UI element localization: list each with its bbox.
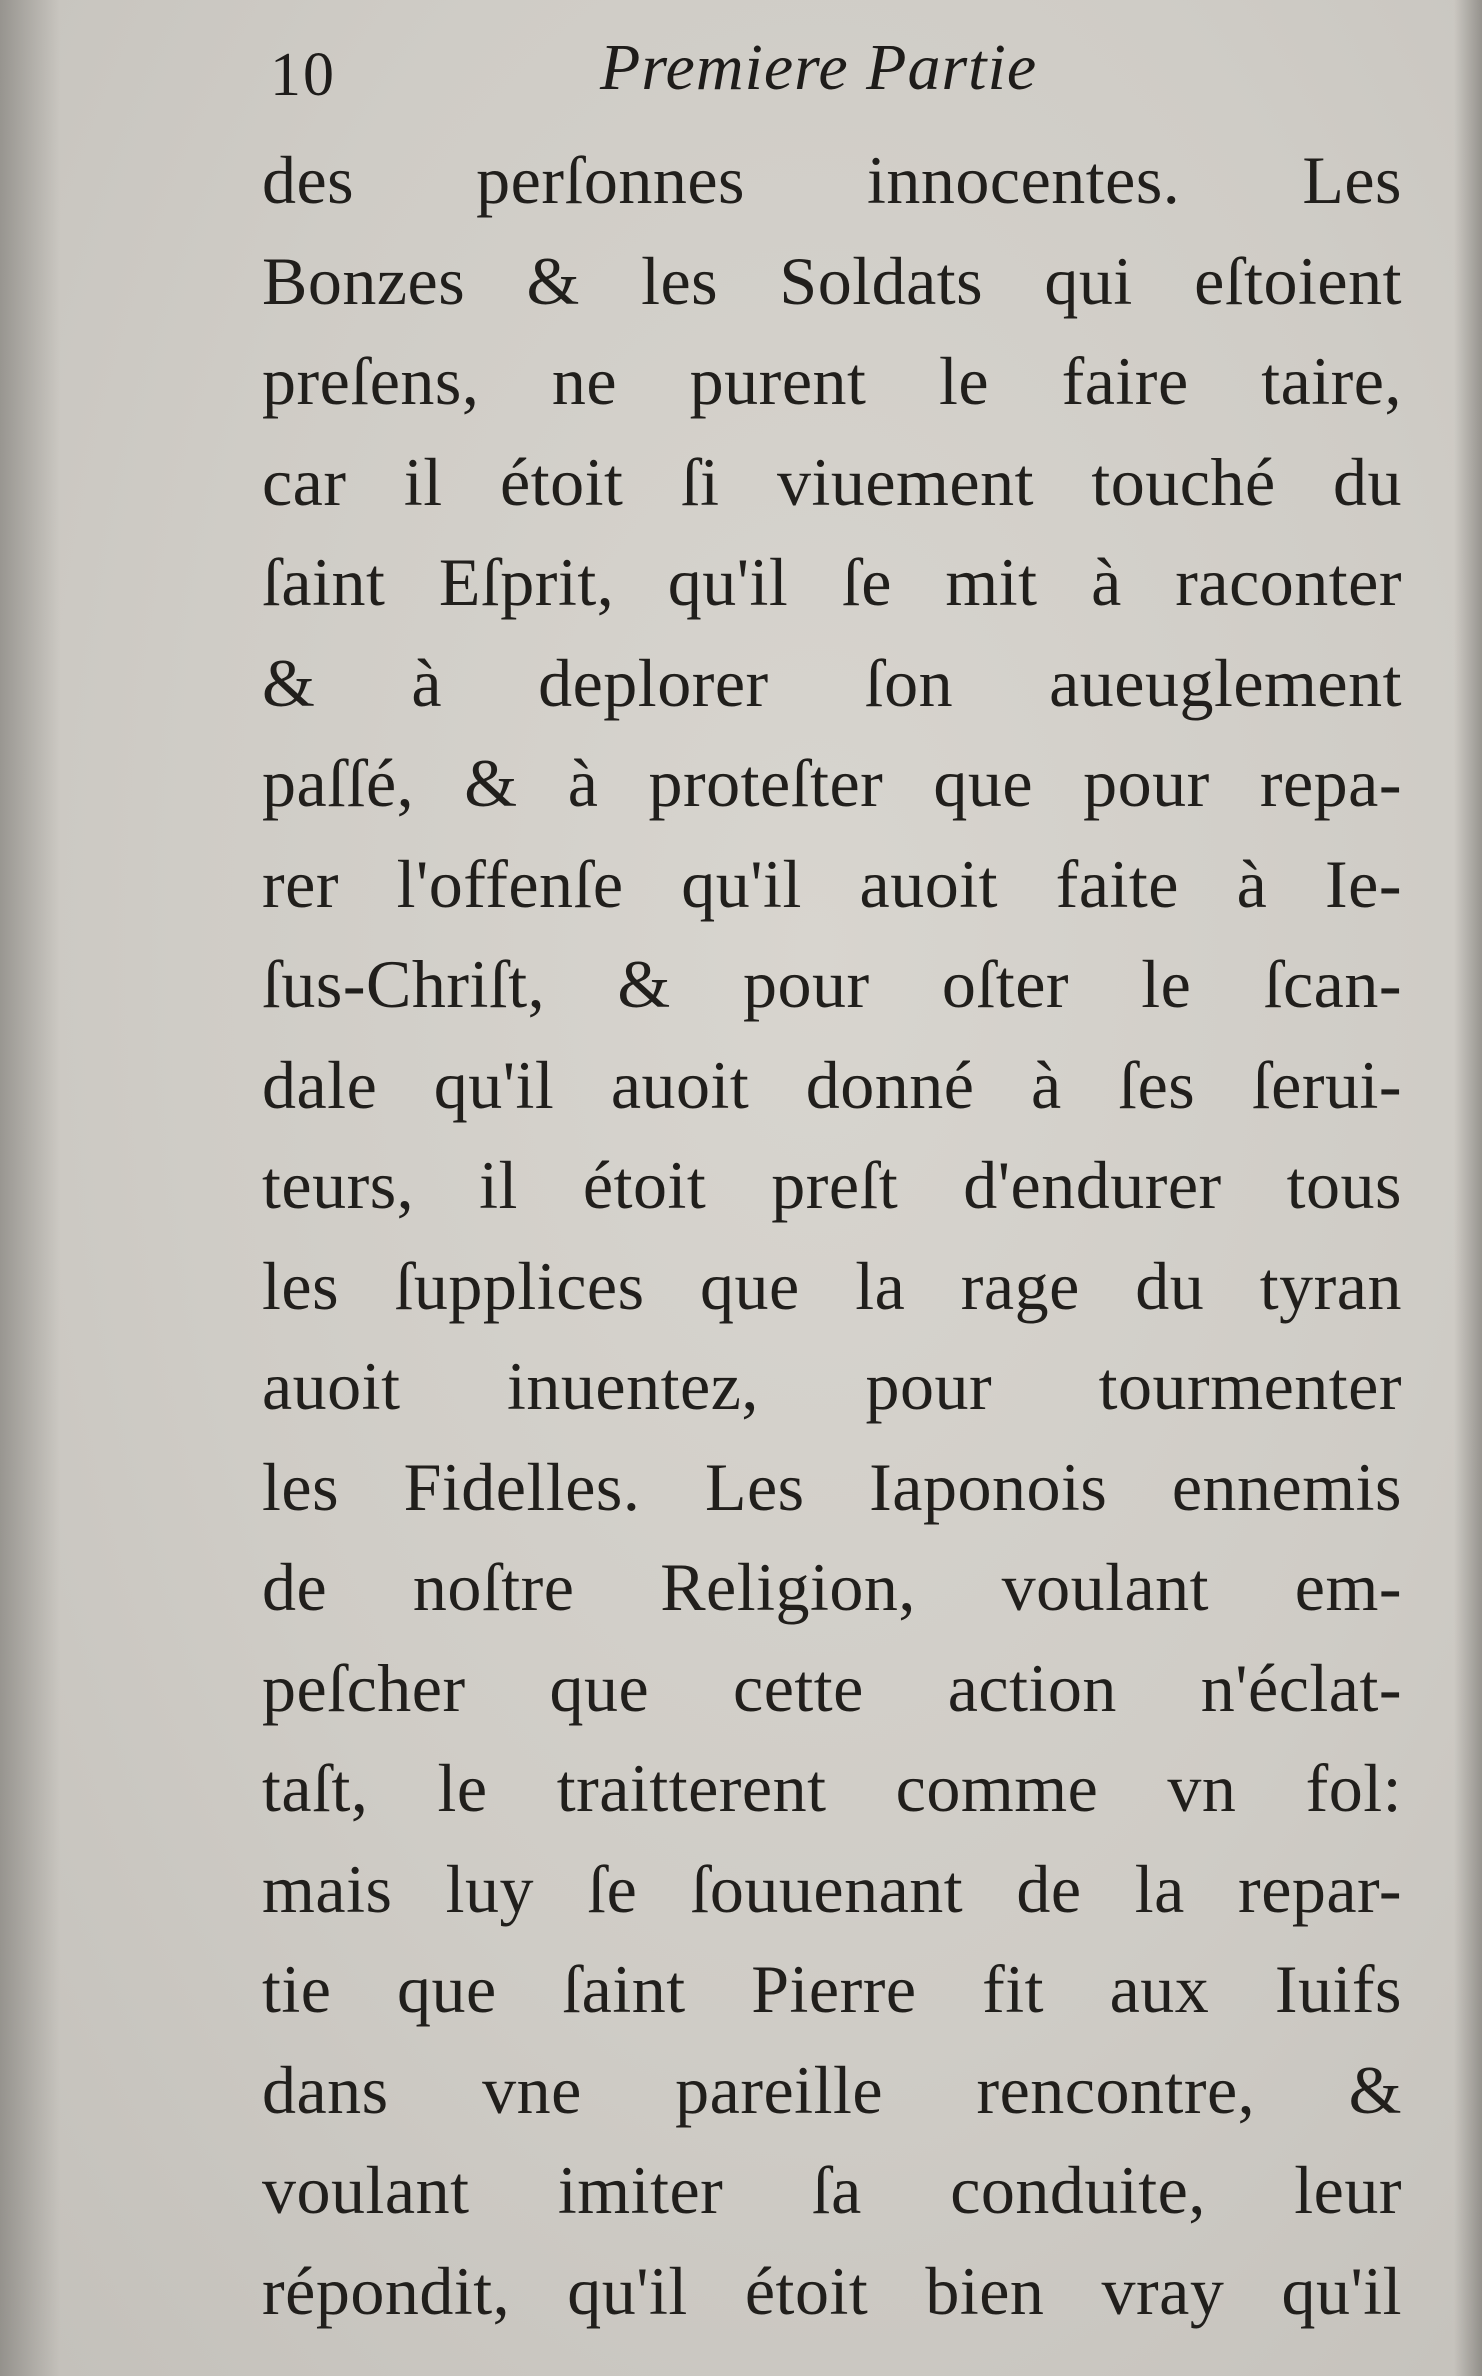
text-line: preſens, ne purent le faire taire, (262, 343, 1402, 419)
text-line: rer l'offenſe qu'il auoit faite à Ie- (262, 845, 1402, 922)
page-edge-shadow (1454, 0, 1482, 2376)
text-line: voulant imiter ſa conduite, leur (262, 2152, 1402, 2228)
text-line: teurs, il étoit preſt d'endurer tous (262, 1147, 1402, 1223)
text-line: auoit inuentez, pour tourmenter (262, 1348, 1402, 1424)
text-line: de noſtre Religion, voulant em- (262, 1549, 1402, 1625)
page-number: 10 (270, 41, 336, 109)
text-line: mais luy ſe ſouuenant de la repar- (262, 1850, 1402, 1927)
text-line: dans vne pareille rencontre, & (262, 2051, 1402, 2128)
page-header (270, 30, 1400, 120)
text-line: Bonzes & les Soldats qui eſtoient (262, 242, 1402, 319)
text-line: taſt, le traitterent comme vn fol: (262, 1750, 1402, 1826)
text-line: paſſé, & à proteſter que pour repa- (262, 745, 1402, 821)
text-line: tie que ſaint Pierre fit aux Iuifs (262, 1951, 1402, 2027)
text-line: dale qu'il auoit donné à ſes ſerui- (262, 1046, 1402, 1123)
text-line: & à deplorer ſon aueuglement (262, 644, 1402, 721)
text-line: les ſupplices que la rage du tyran (262, 1247, 1402, 1324)
text-line: peſcher que cette action n'éclat- (262, 1649, 1402, 1726)
running-head: Premiere Partie (600, 31, 1038, 104)
body-text (262, 130, 1402, 2341)
text-line: car il étoit ſi viuement touché du (262, 443, 1402, 520)
spine-shadow (0, 0, 60, 2376)
text-line: des perſonnes innocentes. Les (262, 142, 1402, 218)
text-line: les Fidelles. Les Iaponois ennemis (262, 1448, 1402, 1525)
text-line: ſus-Chriſt, & pour oſter le ſcan- (262, 946, 1402, 1022)
text-line: ſaint Eſprit, qu'il ſe mit à raconter (262, 544, 1402, 620)
text-line: répondit, qu'il étoit bien vray qu'il (262, 2252, 1402, 2329)
